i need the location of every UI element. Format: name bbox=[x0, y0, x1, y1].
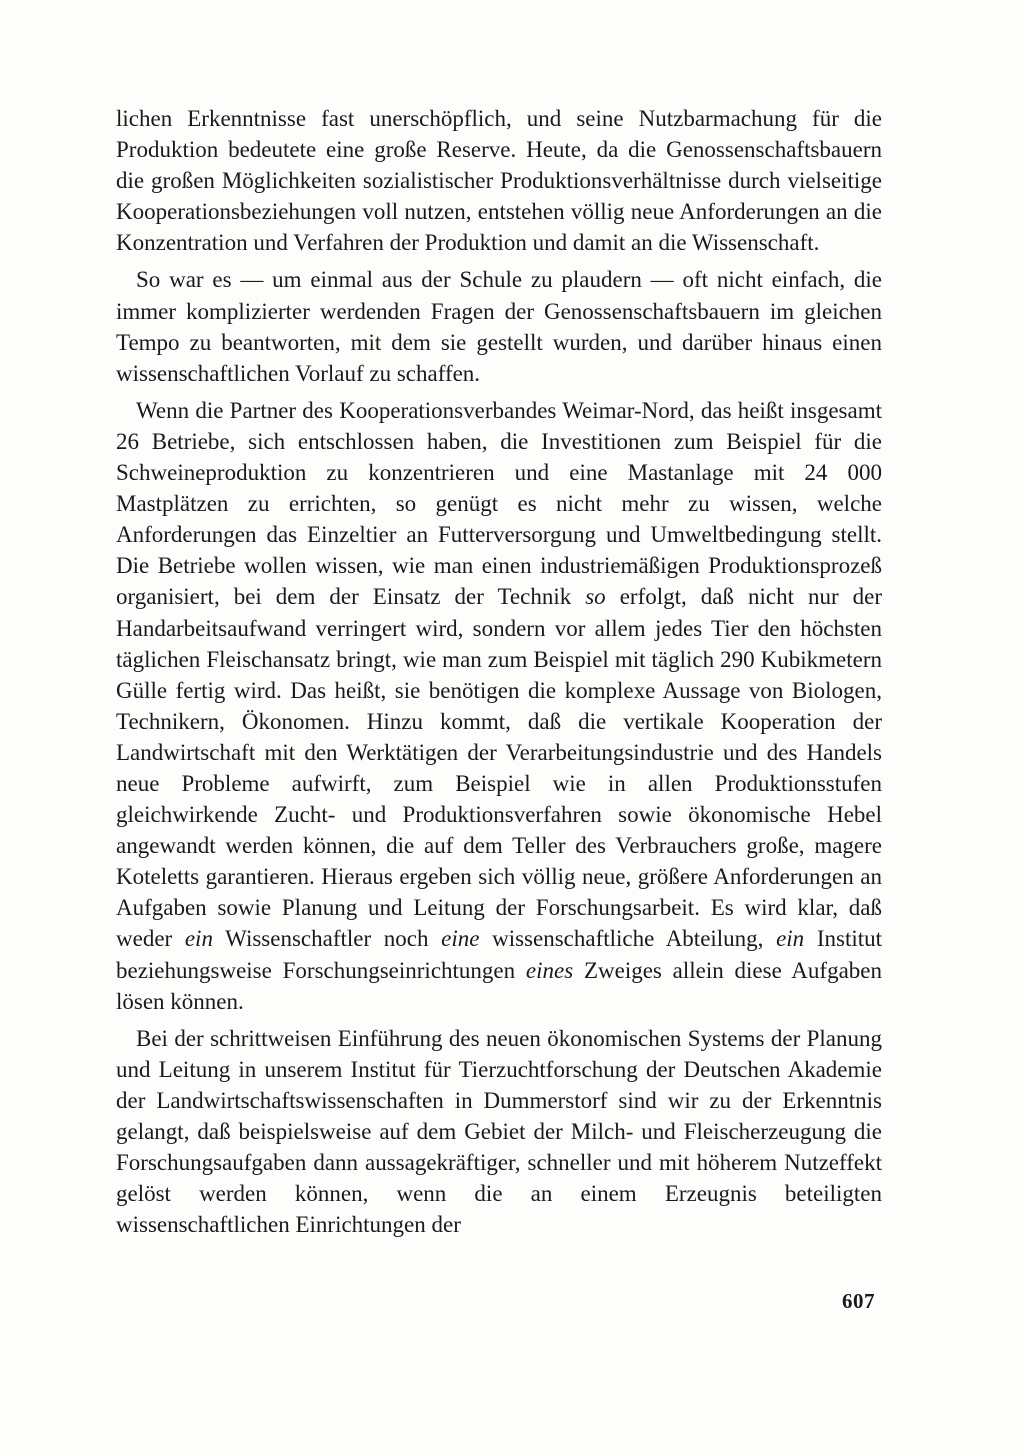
text-run: So war es — um einmal aus der Schule zu plaudern — oft nicht einfach, die immer komplizierter werdenden Fragen der Genossenschaftsbauern im gleichen Tempo zu beantworten, mit dem sie gestellt wurden, und darüber hinaus einen wissenschaftlichen Vorlauf zu schaffen. bbox=[116, 267, 882, 386]
text-run: erfolgt, daß nicht nur der Handarbeitsaufwand verringert wird, sondern vor allem jedes Tier den höchsten täglichen Fleischansatz bringt, wie man zum Beispiel mit täglich 290 Kubikmetern Gülle fertig wird. Das heißt, sie benötigen die komplexe Aussage von Biologen, Technikern, Ökonomen. Hinzu kommt, daß die vertikale Kooperation der Landwirtschaft mit den Werktätigen der Verarbeitungsindustrie und des Handels neue Probleme aufwirft, zum Beispiel wie in allen Produktionsstufen gleichwirkende Zucht- und Produktionsverfahren sowie ökonomische Hebel angewandt werden können, die auf dem Teller des Verbrauchers große, magere Koteletts garantieren. Hieraus ergeben sich völlig neue, größere Anforderungen an Aufgaben sowie Planung und Leitung der Forschungsarbeit. Es wird klar, daß weder bbox=[116, 584, 883, 952]
paragraph-1 bbox=[116, 103, 882, 258]
emphasized-text: eines bbox=[525, 957, 574, 983]
text-run: Wissenschaftler noch bbox=[212, 926, 442, 952]
paragraph-4 bbox=[116, 1023, 882, 1241]
emphasized-text: eine bbox=[441, 926, 480, 952]
text-run: Institut beziehungsweise Forschungseinrichtungen bbox=[116, 926, 883, 983]
paragraph-3 bbox=[116, 395, 882, 1017]
paragraph-2 bbox=[116, 264, 882, 388]
emphasized-text: so bbox=[585, 584, 606, 610]
text-run: lichen Erkenntnisse fast unerschöpflich, und seine Nutzbarmachung für die Produktion bedeutete eine große Reserve. Heute, da die Genossenschaftsbauern die großen Möglichkeiten sozialistischer Produktionsverhältnisse durch vielseitige Kooperationsbeziehungen voll nutzen, entstehen völlig neue Anforderungen an die Konzentration und Verfahren der Produktion und damit an die Wissenschaft. bbox=[116, 106, 882, 256]
body-text bbox=[116, 103, 882, 1240]
text-run: Wenn die Partner des Kooperationsverbandes Weimar-Nord, das heißt insgesamt 26 Betriebe, sich entschlossen haben, die Investitionen zum Beispiel für die Schweineproduktion zu konzentrieren und eine Mastanlage mit 24 000 Mastplätzen zu errichten, so genügt es nicht mehr zu wissen, welche Anforderungen das Einzeltier an Futterversorgung und Umweltbedingung stellt. Die Betriebe wollen wissen, wie man einen industriemäßigen Produktionsprozeß organisiert, bei dem der Einsatz der Technik bbox=[116, 397, 882, 610]
text-run: Zweiges allein diese Aufgaben lösen können. bbox=[116, 957, 882, 1014]
emphasized-text: ein bbox=[184, 926, 213, 952]
emphasized-text: ein bbox=[776, 926, 805, 952]
text-run: wissenschaftliche Abteilung, bbox=[479, 926, 777, 952]
page-number: 607 bbox=[842, 1289, 875, 1313]
text-run: Bei der schrittweisen Einführung des neuen ökonomischen Systems der Planung und Leitung in unserem Institut für Tierzuchtforschung der Deutschen Akademie der Landwirtschaftswissenschaften in Dummerstorf sind wir zu der Erkenntnis gelangt, daß beispielsweise auf dem Gebiet der Milch- und Fleischerzeugung die Forschungsaufgaben dann aussagekräftiger, schneller und mit höherem Nutzeffekt gelöst werden können, wenn die an einem Erzeugnis beteiligten wissenschaftlichen Einrichtungen der bbox=[116, 1025, 882, 1238]
